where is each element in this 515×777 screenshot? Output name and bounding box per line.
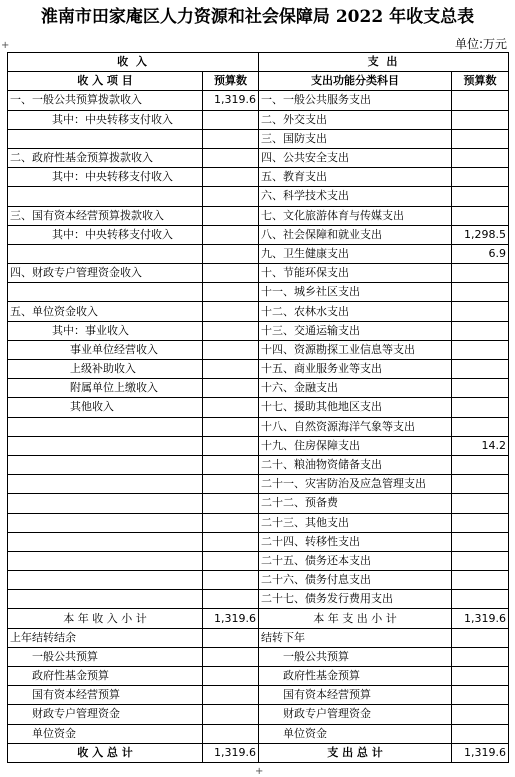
expense-budget-value [452,129,509,148]
expense-item: 二十四、转移性支出 [259,532,452,551]
expense-item: 十二、农林水支出 [259,302,452,321]
cell-marker-icon: + [255,766,264,777]
income-budget-value [203,360,259,379]
expense-item: 二十一、灾害防治及应急管理支出 [259,475,452,494]
expense-item: 十一、城乡社区支出 [259,283,452,302]
expense-budget-value [452,283,509,302]
income-item [8,283,203,302]
income-budget-value [203,455,259,474]
cell-marker-icon: + [1,40,10,51]
expense-item: 十七、援助其他地区支出 [259,398,452,417]
expense-budget-value [452,264,509,283]
expense-budget-value [452,571,509,590]
income-budget-value [203,321,259,340]
expense-item: 五、教育支出 [259,168,452,187]
expense-budget-value [452,398,509,417]
income-budget-value [203,264,259,283]
income-budget-value [203,513,259,532]
table-row [8,91,509,110]
table-row [8,532,509,551]
expense-subtotal-label: 本 年 支 出 小 计 [259,609,452,628]
income-item [8,244,203,263]
expense-budget-value [452,302,509,321]
income-carry-item: 国有资本经营预算 [8,686,203,705]
page-title: 淮南市田家庵区人力资源和社会保障局 2022 年收支总表 [40,7,475,27]
expense-carry-value [452,628,509,647]
income-item [8,494,203,513]
income-budget-value [203,590,259,609]
expense-carry-item: 国有资本经营预算 [259,686,452,705]
carry-row [8,686,509,705]
expense-budget-value [452,91,509,110]
expense-budget-value [452,379,509,398]
table-row [8,225,509,244]
expense-item: 六、科学技术支出 [259,187,452,206]
expense-budget-value [452,110,509,129]
income-budget-value [203,532,259,551]
income-budget-value [203,475,259,494]
income-carry-item: 上年结转结余 [8,628,203,647]
expense-item: 二十、粮油物资储备支出 [259,455,452,474]
expense-budget-value [452,148,509,167]
income-item [8,475,203,494]
budget-table [7,52,509,763]
expense-carry-item: 政府性基金预算 [259,667,452,686]
income-subtotal-value: 1,319.6 [203,609,259,628]
table-row [8,551,509,570]
expense-item: 二十二、预备费 [259,494,452,513]
expense-budget-value [452,532,509,551]
section-header-row [8,53,509,72]
expense-subtotal-value: 1,319.6 [452,609,509,628]
income-carry-item: 一般公共预算 [8,647,203,666]
expense-carry-value [452,667,509,686]
subtotal-row [8,609,509,628]
table-row [8,513,509,532]
income-item [8,551,203,570]
income-budget-value [203,551,259,570]
income-item-header: 收 入 项 目 [8,72,203,91]
income-budget-value: 1,319.6 [203,91,259,110]
expense-budget-value: 6.9 [452,244,509,263]
income-item: 四、财政专户管理资金收入 [8,264,203,283]
expense-item: 二十七、债务发行费用支出 [259,590,452,609]
income-carry-item: 单位资金 [8,724,203,743]
income-budget-value [203,187,259,206]
income-total-value: 1,319.6 [203,743,259,762]
income-budget-value [203,110,259,129]
table-row [8,302,509,321]
income-item [8,187,203,206]
expense-budget-value [452,187,509,206]
expense-budget-value [452,206,509,225]
table-row [8,436,509,455]
table-row [8,417,509,436]
income-item [8,513,203,532]
income-item: 其中：中央转移支付收入 [8,110,203,129]
income-budget-header: 预算数 [203,72,259,91]
expense-carry-item: 一般公共预算 [259,647,452,666]
income-budget-value [203,302,259,321]
expense-item: 七、文化旅游体育与传媒支出 [259,206,452,225]
income-budget-value [203,571,259,590]
expense-item: 二、外交支出 [259,110,452,129]
expense-total-label: 支 出 总 计 [259,743,452,762]
table-row [8,168,509,187]
expense-item: 八、社会保障和就业支出 [259,225,452,244]
income-subtotal-label: 本 年 收 入 小 计 [8,609,203,628]
expense-carry-value [452,686,509,705]
income-carry-value [203,686,259,705]
expense-item-header: 支出功能分类科目 [259,72,452,91]
table-row [8,110,509,129]
income-budget-value [203,417,259,436]
income-item [8,590,203,609]
income-item [8,129,203,148]
income-budget-value [203,168,259,187]
table-row [8,148,509,167]
expense-item: 十五、商业服务业等支出 [259,360,452,379]
income-budget-value [203,225,259,244]
table-row [8,283,509,302]
expense-carry-value [452,647,509,666]
income-budget-value [203,244,259,263]
table-row [8,187,509,206]
carry-row [8,724,509,743]
income-item: 其中：中央转移支付收入 [8,225,203,244]
income-item [8,417,203,436]
income-carry-item: 财政专户管理资金 [8,705,203,724]
table-row [8,340,509,359]
expense-item: 二十三、其他支出 [259,513,452,532]
table-row [8,475,509,494]
expense-budget-value [452,360,509,379]
income-budget-value [203,206,259,225]
income-item: 附属单位上缴收入 [8,379,203,398]
table-row [8,379,509,398]
expense-item: 九、卫生健康支出 [259,244,452,263]
income-carry-value [203,667,259,686]
income-item [8,532,203,551]
income-budget-value [203,379,259,398]
expense-item: 十九、住房保障支出 [259,436,452,455]
income-item: 其他收入 [8,398,203,417]
expense-carry-value [452,705,509,724]
expense-budget-value [452,340,509,359]
expense-budget-value [452,168,509,187]
expense-item: 十四、资源勘探工业信息等支出 [259,340,452,359]
income-item: 二、政府性基金预算拨款收入 [8,148,203,167]
table-row [8,264,509,283]
income-carry-value [203,724,259,743]
column-header-row [8,72,509,91]
table-row [8,494,509,513]
expense-section-header: 支 出 [259,53,509,72]
expense-budget-value [452,494,509,513]
expense-item: 十三、交通运输支出 [259,321,452,340]
table-row [8,244,509,263]
table-row [8,398,509,417]
income-item: 一、一般公共预算拨款收入 [8,91,203,110]
expense-item: 三、国防支出 [259,129,452,148]
income-item: 上级补助收入 [8,360,203,379]
expense-total-value: 1,319.6 [452,743,509,762]
expense-budget-value [452,551,509,570]
expense-budget-value: 1,298.5 [452,225,509,244]
income-carry-value [203,705,259,724]
expense-item: 十、节能环保支出 [259,264,452,283]
income-item: 其中：事业收入 [8,321,203,340]
income-item: 五、单位资金收入 [8,302,203,321]
income-budget-value [203,398,259,417]
expense-carry-item: 结转下年 [259,628,452,647]
table-row [8,129,509,148]
income-budget-value [203,340,259,359]
carry-row [8,628,509,647]
expense-item: 四、公共安全支出 [259,148,452,167]
income-item [8,455,203,474]
carry-row [8,667,509,686]
income-budget-value [203,283,259,302]
income-item: 事业单位经营收入 [8,340,203,359]
unit-label: 单位:万元 [454,37,507,51]
expense-budget-value [452,513,509,532]
expense-carry-item: 单位资金 [259,724,452,743]
income-budget-value [203,148,259,167]
income-budget-value [203,494,259,513]
expense-item: 十八、自然资源海洋气象等支出 [259,417,452,436]
expense-item: 二十五、债务还本支出 [259,551,452,570]
expense-budget-header: 预算数 [452,72,509,91]
expense-carry-item: 财政专户管理资金 [259,705,452,724]
expense-carry-value [452,724,509,743]
expense-item: 十六、金融支出 [259,379,452,398]
carry-row [8,705,509,724]
expense-budget-value [452,475,509,494]
income-carry-item: 政府性基金预算 [8,667,203,686]
total-row [8,743,509,762]
income-section-header: 收 入 [8,53,259,72]
table-row [8,206,509,225]
expense-item: 一、一般公共服务支出 [259,91,452,110]
expense-budget-value [452,417,509,436]
expense-item: 二十六、债务付息支出 [259,571,452,590]
income-budget-value [203,436,259,455]
income-item [8,436,203,455]
income-total-label: 收 入 总 计 [8,743,203,762]
income-item: 三、国有资本经营预算拨款收入 [8,206,203,225]
income-item: 其中：中央转移支付收入 [8,168,203,187]
table-row [8,455,509,474]
income-carry-value [203,628,259,647]
table-row [8,590,509,609]
expense-budget-value: 14.2 [452,436,509,455]
income-budget-value [203,129,259,148]
table-row [8,360,509,379]
expense-budget-value [452,455,509,474]
income-item [8,571,203,590]
income-carry-value [203,647,259,666]
table-row [8,321,509,340]
expense-budget-value [452,590,509,609]
carry-row [8,647,509,666]
expense-budget-value [452,321,509,340]
table-row [8,571,509,590]
